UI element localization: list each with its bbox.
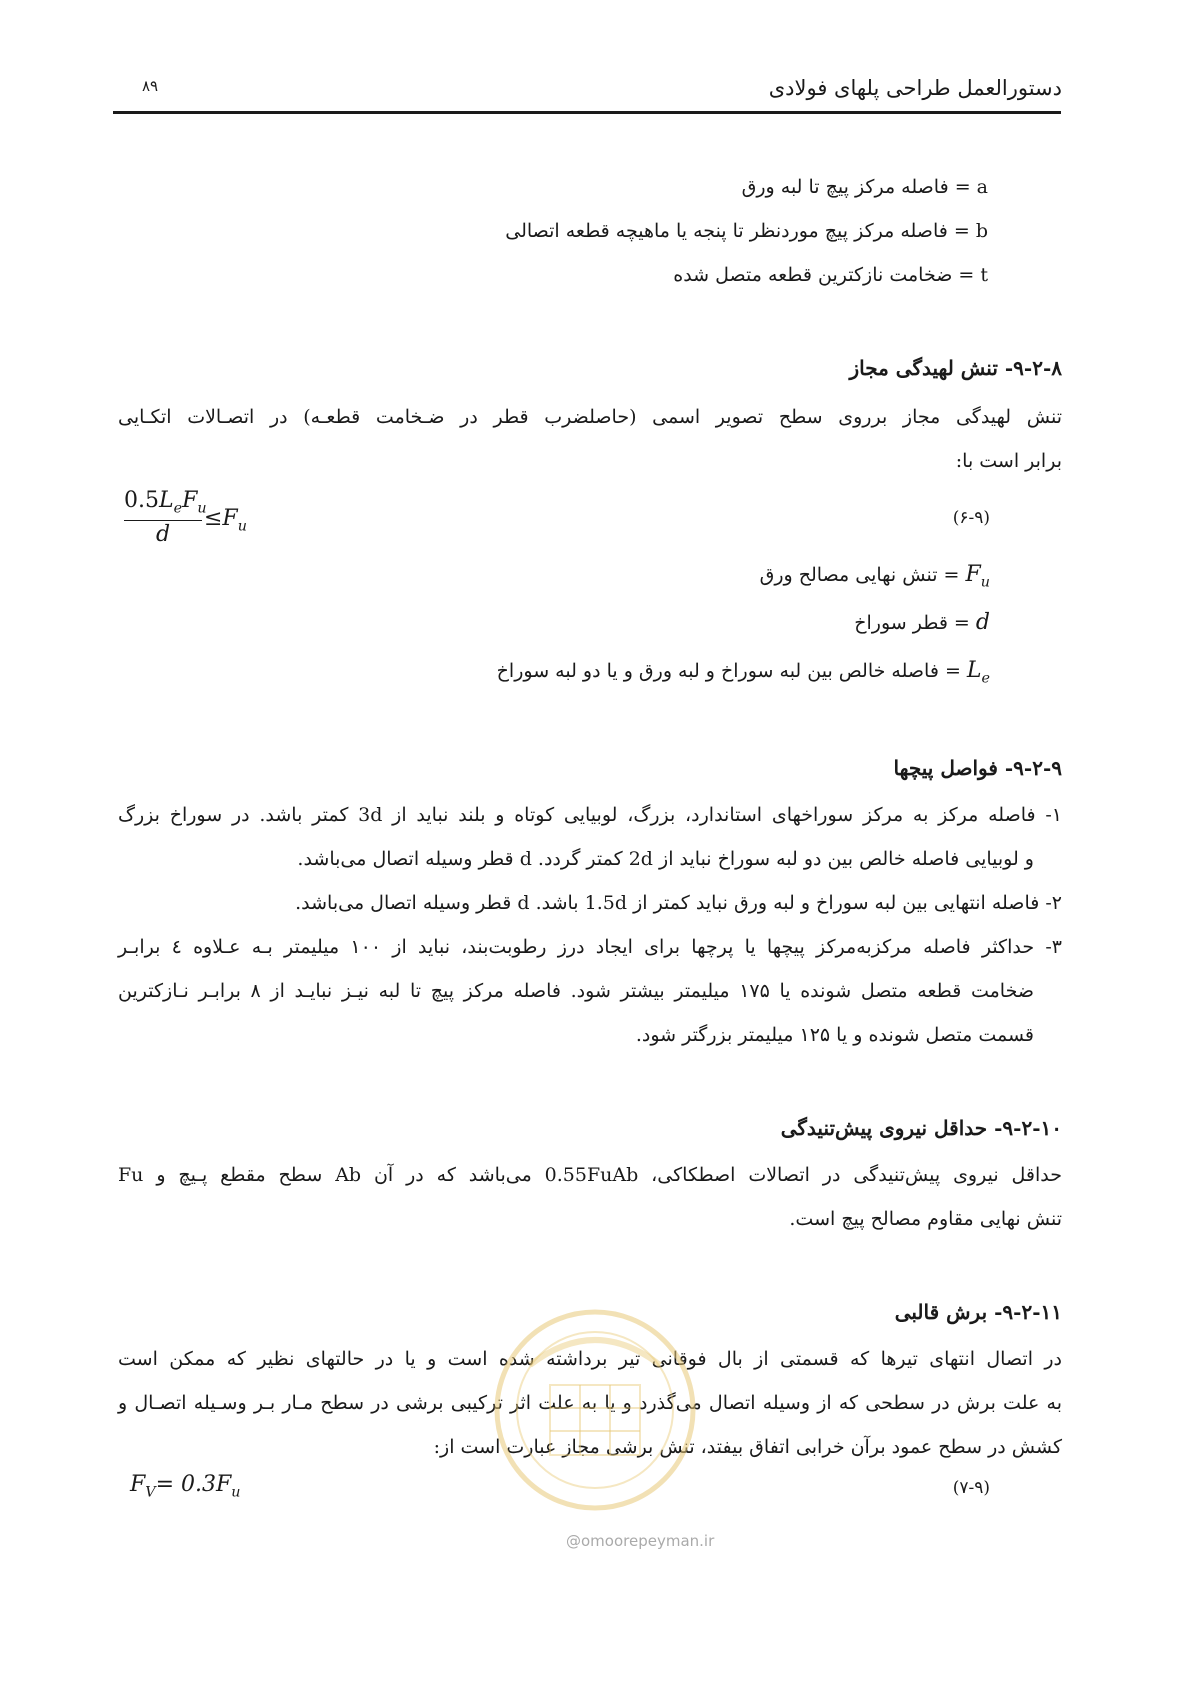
- equation-block-shear: $F_V= 0.3F_u$: [130, 1472, 241, 1501]
- fraction-bar: [124, 520, 202, 521]
- equation-number: (۷-۹): [952, 1478, 990, 1498]
- watermark-seal-icon: [490, 1305, 700, 1515]
- list-item-3-line: ضخامت قطعه متصل شونده یا ۱۷۵ میلیمتر بیشتر شود. فاصله مرکز پیچ تا لبه نیـز نبایـد از ۸ برابـر نـازکترین: [118, 980, 1034, 1002]
- section-heading-9-2-8: ۹-۲-۸- تنش لهیدگی مجاز: [849, 356, 1062, 380]
- page-number: ۸۹: [142, 77, 159, 95]
- list-item-3-line: ۳- حداکثر فاصله مرکزبه‌مرکز پیچها یا پرچها برای ایجاد درز رطوبت‌بند، نباید از ۱۰۰ میلیمتر بـه عـلاوه ٤ برابـر: [118, 936, 1062, 958]
- list-item-1-line: و لوبیایی فاصله خالص بین دو لبه سوراخ نباید از 2d کمتر گردد. d قطر وسیله اتصال می‌باشد.: [297, 848, 1034, 870]
- definition-a: [742, 176, 988, 198]
- list-item-1-line: ۱- فاصله مرکز به مرکز سوراخهای استاندارد، بزرگ، لوبیایی کوتاه و بلند نباید از 3d کمتر باشد. در سوراخ بزرگ: [118, 804, 1062, 826]
- paragraph-line: به علت برش در سطحی که از وسیله اتصال می‌گذرد و یا به علت اثر ترکیبی برشی در سطح مـار بـر وسـیله اتصـال و: [118, 1392, 1062, 1414]
- definition-symbol: b: [975, 220, 988, 242]
- definition-symbol: a: [976, 176, 988, 198]
- definition-b: [505, 220, 988, 242]
- definition-text: = فاصله مرکز پیچ موردنظر تا پنجه یا ماهیچه قطعه اتصالی: [505, 220, 970, 242]
- paragraph-line: در اتصال انتهای تیرها که قسمتی از بال فوقانی تیر برداشته شده است و یا در حالتهای نظیر که ممکن است: [118, 1348, 1062, 1370]
- equation-number: (۶-۹): [952, 508, 990, 528]
- definition-d: d = قطر سوراخ: [854, 610, 990, 635]
- section-heading-9-2-11: ۹-۲-۱۱- برش قالبی: [894, 1300, 1062, 1324]
- definition-le: $L_e$ = فاصله خالص بین لبه سوراخ و لبه ورق و یا دو لبه سوراخ: [496, 658, 990, 687]
- running-header-title: دستورالعمل طراحی پلهای فولادی: [768, 76, 1062, 100]
- paragraph-line: کشش در سطح عمود برآن خرابی اتفاق بیفتد، تنش برشی مجاز عبارت است از:: [433, 1436, 1062, 1458]
- section-heading-9-2-9: ۹-۲-۹- فواصل پیچها: [893, 756, 1062, 780]
- paragraph-line: حداقل نیروی پیش‌تنیدگی در اتصالات اصطکاکی، 0.55FuAb می‌باشد که در آن Ab سطح مقطع پـیچ و Fu: [118, 1164, 1062, 1186]
- paragraph-line: تنش لهیدگی مجاز برروی سطح تصویر اسمی (حاصلضرب قطر در ضـخامت قطعـه) در اتصـالات اتکـایی: [118, 406, 1062, 428]
- paragraph-line: تنش نهایی مقاوم مصالح پیچ است.: [789, 1208, 1062, 1230]
- list-item-3-line: قسمت متصل شونده و یا ۱۲۵ میلیمتر بزرگتر شود.: [635, 1024, 1034, 1046]
- definition-text: = فاصله مرکز پیچ تا لبه ورق: [741, 176, 971, 198]
- definition-t: [673, 264, 988, 286]
- watermark-text: @omoorepeyman.ir: [566, 1532, 715, 1550]
- section-heading-9-2-10: ۹-۲-۱۰- حداقل نیروی پیش‌تنیدگی: [780, 1116, 1062, 1140]
- list-item-2: ۲- فاصله انتهایی بین لبه سوراخ و لبه ورق نباید کمتر از 1.5d باشد. d قطر وسیله اتصال می‌باشد.: [295, 892, 1062, 914]
- definition-fu: $F_u$ = تنش نهایی مصالح ورق: [759, 562, 990, 591]
- paragraph-line: برابر است با:: [955, 450, 1062, 472]
- header-divider: [113, 111, 1061, 114]
- equation-bearing-stress: $0.5L_eF_u$ d $\le F_u$: [124, 488, 247, 547]
- definition-text: = ضخامت نازکترین قطعه متصل شده: [673, 264, 975, 286]
- definition-symbol: t: [980, 264, 988, 286]
